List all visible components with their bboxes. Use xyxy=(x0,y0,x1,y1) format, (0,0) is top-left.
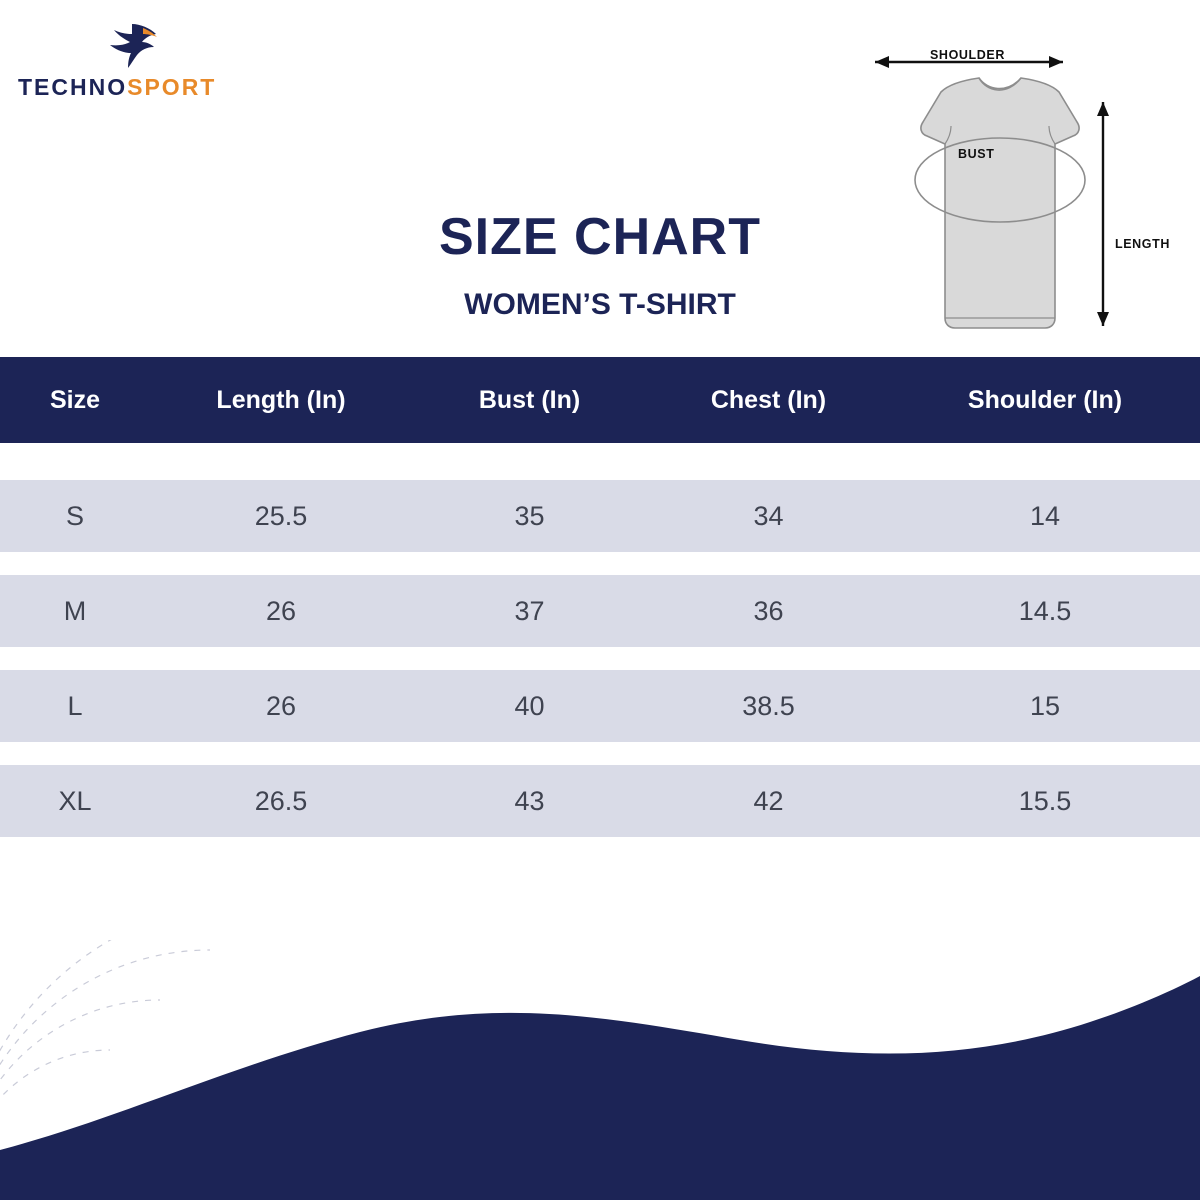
cell-bust: 40 xyxy=(514,690,545,721)
cell-chest: 38.5 xyxy=(742,690,795,721)
row-divider xyxy=(0,552,1200,575)
cell-size: XL xyxy=(58,785,92,816)
size-chart-table xyxy=(0,357,1200,837)
cell-chest: 34 xyxy=(753,500,784,531)
cell-bust: 35 xyxy=(514,500,545,531)
brand-name-accent: SPORT xyxy=(127,74,217,100)
brand-name-primary: TECHNO xyxy=(18,74,128,100)
cell-length: 25.5 xyxy=(254,500,308,531)
label-length: LENGTH xyxy=(1115,237,1170,251)
page-title: SIZE CHART xyxy=(439,208,761,266)
page-subtitle: WOMEN’S T-SHIRT xyxy=(464,288,736,321)
table-row xyxy=(0,670,1200,742)
column-header-size: Size xyxy=(49,385,101,414)
decorative-wave xyxy=(0,880,1200,1200)
row-divider xyxy=(0,742,1200,765)
table-row xyxy=(0,765,1200,837)
brand-logo xyxy=(18,22,278,112)
cell-bust: 43 xyxy=(514,785,545,816)
cell-size: S xyxy=(65,500,84,531)
cell-size: L xyxy=(67,690,83,721)
row-divider xyxy=(0,647,1200,670)
column-header-chest: Chest (In) xyxy=(710,385,827,414)
cell-shoulder: 14.5 xyxy=(1018,595,1072,626)
cell-shoulder: 15.5 xyxy=(1018,785,1072,816)
bird-logo-icon xyxy=(98,22,168,70)
cell-length: 26.5 xyxy=(254,785,308,816)
cell-chest: 42 xyxy=(753,785,784,816)
label-bust: BUST xyxy=(958,147,995,161)
decorative-arcs xyxy=(0,940,460,1200)
cell-size: M xyxy=(63,595,87,626)
column-header-shoulder: Shoulder (In) xyxy=(967,385,1123,414)
cell-shoulder: 15 xyxy=(1029,690,1061,721)
cell-chest: 36 xyxy=(753,595,784,626)
table-row xyxy=(0,480,1200,552)
cell-bust: 37 xyxy=(514,595,545,626)
cell-shoulder: 14 xyxy=(1029,500,1061,531)
column-header-length: Length (In) xyxy=(216,385,346,414)
tshirt-illustration xyxy=(845,30,1190,350)
column-header-bust: Bust (In) xyxy=(478,385,581,414)
brand-wordmark xyxy=(18,74,278,101)
table-header-spacer xyxy=(0,443,1200,480)
label-shoulder: SHOULDER xyxy=(930,48,1005,62)
cell-length: 26 xyxy=(265,690,297,721)
table-row xyxy=(0,575,1200,647)
cell-length: 26 xyxy=(265,595,297,626)
table-header-row xyxy=(0,357,1200,443)
